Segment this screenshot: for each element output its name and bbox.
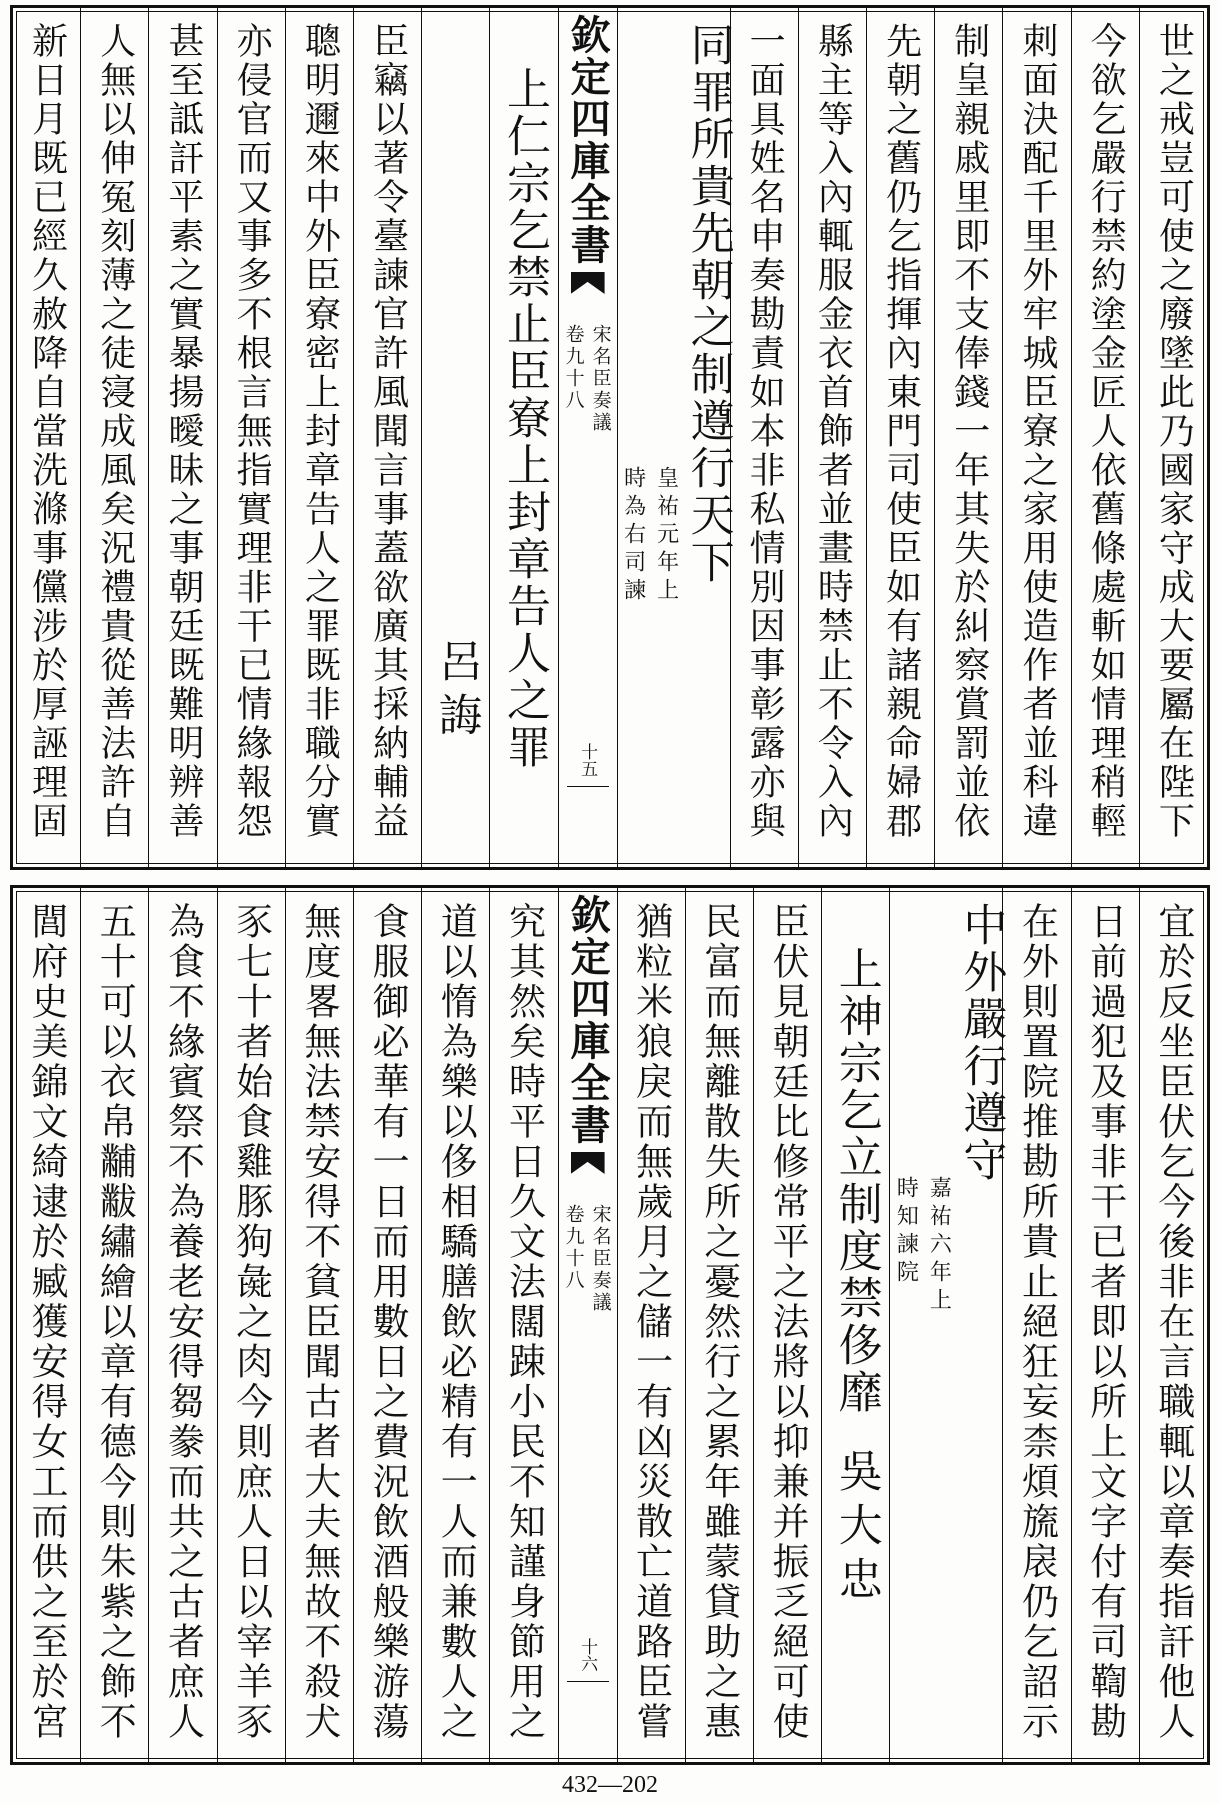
- book-series-title: 欽定四庫全書: [564, 894, 612, 1146]
- column-text: 聰明邇來中外臣寮密上封章告人之罪既非職分實: [299, 22, 341, 841]
- note-line: 時為右司諫: [620, 466, 646, 606]
- column-text: 為食不緣賓祭不為養老安得芻豢而共之古者庶人: [161, 902, 205, 1742]
- book-info: [561, 1204, 615, 1314]
- text-column: [798, 8, 866, 867]
- column-text: 同罪所貴先朝之制遵行天下: [682, 22, 734, 586]
- column-text: 宜於反坐臣伏乞今後非在言職輒以章奏指訐他人: [1151, 902, 1195, 1742]
- text-column: [489, 888, 557, 1762]
- memorial-title: 上神宗乞立制度禁侈靡: [830, 946, 882, 1416]
- center-margin: [558, 888, 617, 1762]
- top-page-panel: [10, 5, 1210, 870]
- column-text: 中外嚴行遵守: [955, 902, 1007, 1184]
- text-column: [934, 8, 1002, 867]
- text-column: [80, 8, 148, 867]
- column-text: 亦侵官而又事多不根言無指實理非干已情緣報怨: [231, 22, 273, 841]
- column-text: 甚至詆訐平素之實暴揚曖昧之事朝廷既難明辨善: [162, 22, 204, 841]
- bottom-page-panel: [10, 885, 1210, 1765]
- text-column: [13, 888, 80, 1762]
- author-column: [421, 8, 489, 867]
- text-column: [80, 888, 148, 1762]
- fishtail-mark: [571, 272, 605, 294]
- text-column-with-note: [889, 888, 1007, 1762]
- text-column: [1139, 8, 1207, 867]
- memorial-title: 上仁宗乞禁止臣寮上封章告人之罪: [498, 66, 550, 771]
- text-column: [217, 888, 285, 1762]
- column-text: 道以惰為樂以侈相驕膳飲必精有一人而兼數人之: [434, 902, 478, 1742]
- text-column: [1139, 888, 1207, 1762]
- text-column: [148, 888, 216, 1762]
- text-column: [866, 8, 934, 867]
- volume-label: 卷九十八: [562, 1204, 585, 1292]
- center-margin: [558, 8, 617, 867]
- text-column: [353, 888, 421, 1762]
- column-text: 民富而無離散失所之憂然行之累年雖蒙貸助之惠: [697, 902, 741, 1742]
- book-title: 宋名臣奏議: [589, 1204, 612, 1314]
- column-text: 五十可以衣帛黼黻繡繪以章有德今則朱紫之飾不: [93, 902, 137, 1742]
- column-text: 閭府史美錦文綺逮於臧獲安得女工而供之至於宮: [25, 902, 69, 1742]
- column-text: 猶粒米狼戾而無歲月之儲一有凶災散亡道路臣嘗: [629, 902, 673, 1742]
- text-column: [1071, 8, 1139, 867]
- column-text: 豕七十者始食雞豚狗彘之肉今則庶人日以宰羊豕: [229, 902, 273, 1742]
- title-column: [821, 888, 889, 1762]
- column-text: 先朝之舊仍乞指揮內東門司使臣如有諸親命婦郡: [880, 22, 922, 841]
- column-text: 新日月既已經久赦降自當洗滌事儻涉於厚誣理固: [26, 22, 68, 841]
- column-text: 世之戒豈可使之廢墜此乃國家守成大要屬在陛下: [1153, 22, 1195, 841]
- text-column: [285, 888, 353, 1762]
- date-note: [618, 462, 682, 606]
- folio-number: 十六: [577, 1638, 598, 1672]
- author-name: 吳大忠: [830, 1448, 882, 1610]
- column-text: 日前過犯及事非干已者即以所上文字付有司鞫勘: [1083, 902, 1127, 1742]
- note-line: 皇祐元年上: [653, 466, 679, 606]
- column-text: 一面具姓名申奏勘責如本非私情別因事彰露亦與: [744, 22, 786, 841]
- text-column: [685, 888, 753, 1762]
- book-info: [561, 324, 615, 434]
- column-text: 今欲乞嚴行禁約塗金匠人依舊條處斬如情理稍輕: [1085, 22, 1127, 841]
- column-text: 人無以伸冤刻薄之徒寖成風矣況禮貴從善法許自: [94, 22, 136, 841]
- text-column: [1002, 888, 1070, 1762]
- column-text: 臣伏見朝廷比修常平之法將以抑兼并振乏絕可使: [766, 902, 810, 1742]
- column-text: 縣主等入內輒服金衣首飾者並畫時禁止不令入內: [812, 22, 854, 841]
- column-text: 臣竊以著令臺諫官許風聞言事蓋欲廣其採納輔益: [367, 22, 409, 841]
- title-column: [489, 8, 557, 867]
- column-text: 無度畧無法禁安得不貧臣聞古者大夫無故不殺犬: [297, 902, 341, 1742]
- note-line: 嘉祐六年上: [926, 1176, 952, 1316]
- text-column: [617, 888, 685, 1762]
- text-column: [1002, 8, 1070, 867]
- author-name: 呂誨: [430, 638, 482, 746]
- column-text: 究其然矣時平日久文法闊踈小民不知謹身節用之: [502, 902, 546, 1742]
- text-column: [217, 8, 285, 867]
- note-line: 時知諫院: [893, 1176, 919, 1288]
- folio-number: 十五: [577, 743, 598, 777]
- book-title: 宋名臣奏議: [589, 324, 612, 434]
- text-column: [753, 888, 821, 1762]
- book-series-title: 欽定四庫全書: [564, 14, 612, 266]
- text-column-with-note: [617, 8, 734, 867]
- divider: [567, 1681, 609, 1682]
- text-column: [285, 8, 353, 867]
- column-text: 在外則置院推勘所貴止絕狂妄柰煩旒扆仍乞詔示: [1015, 902, 1059, 1742]
- column-text: 食服御必華有一日而用數日之費況飲酒般樂游蕩: [366, 902, 410, 1742]
- text-column: [13, 8, 80, 867]
- volume-label: 卷九十八: [562, 324, 585, 412]
- text-column: [148, 8, 216, 867]
- text-column: [421, 888, 489, 1762]
- text-column: [1071, 888, 1139, 1762]
- column-text: 刺面決配千里外牢城臣寮之家用使造作者並科違: [1016, 22, 1058, 841]
- divider: [567, 786, 609, 787]
- page-number: 432—202: [562, 1772, 658, 1798]
- text-column: [353, 8, 421, 867]
- date-note: [890, 1172, 954, 1316]
- text-column: [730, 8, 798, 867]
- fishtail-mark: [571, 1152, 605, 1174]
- column-text: 制皇親戚里即不支俸錢一年其失於糾察賞罰並依: [948, 22, 990, 841]
